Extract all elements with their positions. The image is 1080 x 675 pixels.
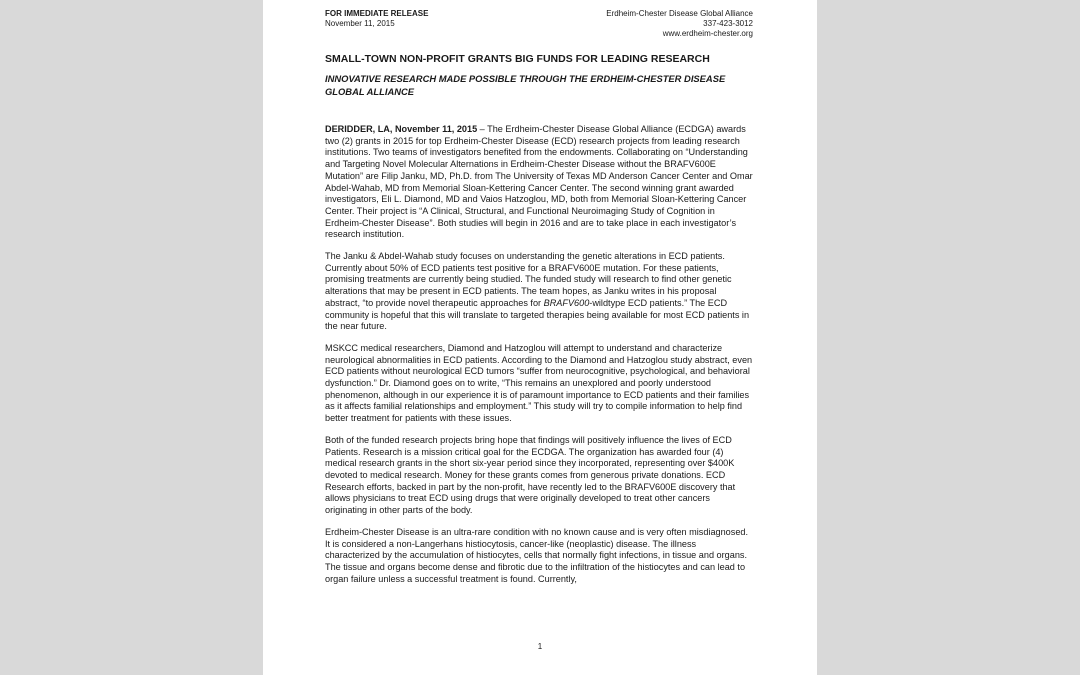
release-info: [325, 9, 428, 39]
paragraph-1-text: – The Erdheim-Chester Disease Global Alliance (ECDGA) awards two (2) grants in 2015 for top Erdheim-Chester Disease (ECD) research projects from leading research institutions. Two teams of investigators benefited from the endowments. Collaborating on “Understanding and Targeting Novel Molecular Alternations in Erdheim-Chester Disease without the BRAFV600E Mutation” are Filip Janku, MD, Ph.D. from The University of Texas MD Anderson Cancer Center and Omar Abdel-Wahab, MD from Memorial Sloan-Kettering Cancer Center. The second winning grant awarded investigators, Eli L. Diamond, MD and Vaios Hatzoglou, MD, both from Memorial Sloan-Kettering Cancer Center. Their project is “A Clinical, Structural, and Functional Neuroimaging Study of Cognition in Erdheim-Chester Disease”. Both studies will begin in 2016 and are to take place in each investigator’s research institution.: [325, 124, 753, 240]
paragraph-2-text-a: The Janku & Abdel-Wahab study focuses on understanding the genetic alterations in ECD patients. Currently about 50% of ECD patients test positive for a BRAFV600E mutation. For these patients, promising treatments are currently being studied. The funded study will research to find other genetic alterations that may be present in ECD patients. The team hopes, as Janku writes in his proposal abstract, “to provide novel therapeutic approaches for: [325, 251, 732, 308]
org-website[interactable]: www.erdheim-chester.org: [662, 29, 753, 38]
paragraph-2: [325, 251, 753, 333]
paragraph-2-italic: BRAFV600: [543, 297, 590, 308]
page-number: 1: [537, 642, 543, 651]
org-name: Erdheim-Chester Disease Global Alliance: [606, 9, 753, 18]
release-label: FOR IMMEDIATE RELEASE: [325, 9, 429, 18]
paragraph-5: Erdheim-Chester Disease is an ultra-rare condition with no known cause and is very often misdiagnosed. It is considered a non-Langerhans histiocytosis, cancer-like (neoplastic) disease. The illness characterized by the accumulation of histiocytes, cells that normally fight infections, in tissue and organs. The tissue and organs become dense and fibrotic due to the infiltration of the histiocytes and can lead to organ failure unless a successful treatment is found. Currently,: [325, 526, 749, 584]
page-subtitle: INNOVATIVE RESEARCH MADE POSSIBLE THROUGH THE ERDHEIM-CHESTER DISEASE GLOBAL ALLIANCE: [325, 73, 726, 97]
release-header: [325, 9, 753, 39]
release-date: November 11, 2015: [325, 19, 395, 28]
document-page: [263, 0, 817, 675]
article-body: [325, 124, 753, 585]
contact-info: [606, 9, 753, 39]
org-phone: 337-423-3012: [703, 19, 753, 28]
paragraph-1: [325, 124, 753, 241]
paragraph-4: Both of the funded research projects bring hope that findings will positively influence the lives of ECD Patients. Research is a mission critical goal for the ECDGA. The organization has awarded four (4) medical research grants in the short six-year period since they incorporated, representing over $400K devoted to medical research. Money for these grants comes from generous private donations. ECD Research efforts, backed in part by the non-profit, have recently led to the BRAFV600E discovery that allows physicians to treat ECD using drugs that were originally developed to treat other cancers originating in other parts of the body.: [325, 434, 736, 516]
paragraph-2-text-b: -wildtype ECD patients.” The ECD community is hopeful that this will translate to targeted therapies being available for most ECD patients in the near future.: [325, 297, 750, 332]
dateline: DERIDDER, LA, November 11, 2015: [325, 124, 478, 134]
page-title: SMALL-TOWN NON-PROFIT GRANTS BIG FUNDS FOR LEADING RESEARCH: [325, 53, 710, 65]
paragraph-3: MSKCC medical researchers, Diamond and Hatzoglou will attempt to understand and characterize neurological abnormalities in ECD patients. According to the Diamond and Hatzoglou study abstract, even ECD patients without neurological ECD tumors “suffer from neurocognitive, psychological, and behavioral dysfunction.” Dr. Diamond goes on to write, “This remains an unexplored and poorly understood phenomenon, although in our experience it is of paramount importance to ECD patients and their families as it affects familial relationships and employment.” This study will try to compile information to help find better treatment for patients with these issues.: [325, 342, 753, 424]
